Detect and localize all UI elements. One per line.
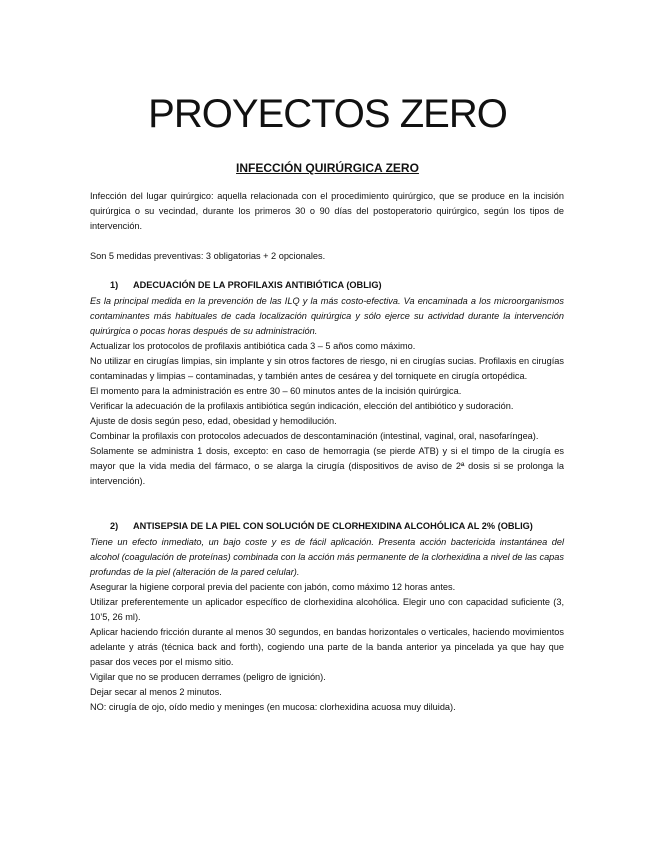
section-1-item: Actualizar los protocolos de profilaxis antibiótica cada 3 – 5 años como máximo. bbox=[90, 341, 416, 351]
section-1-title: ADECUACIÓN DE LA PROFILAXIS ANTIBIÓTICA (OBLIG) bbox=[133, 280, 382, 290]
section-1-item: Verificar la adecuación de la profilaxis antibiótica según indicación, elección del antibiótico y sudoración. bbox=[90, 401, 514, 411]
section-2-title: ANTISEPSIA DE LA PIEL CON SOLUCIÓN DE CLORHEXIDINA ALCOHÓLICA AL 2% (OBLIG) bbox=[133, 521, 533, 531]
section-1-heading bbox=[110, 280, 382, 290]
section-2-item: Utilizar preferentemente un aplicador específico de clorhexidina alcohólica. Elegir uno con capacidad suficiente (3, 10’5, 26 ml). bbox=[90, 597, 564, 622]
section-1-item: No utilizar en cirugías limpias, sin implante y sin otros factores de riesgo, ni en cirugías sucias. Profilaxis en cirugías contaminadas y limpias – contaminadas, y también antes de cesárea y del torniquete en cirugía ortopédica. bbox=[90, 356, 564, 381]
section-1-item: Ajuste de dosis según peso, edad, obesidad y hemodilución. bbox=[90, 416, 337, 426]
section-1-number: 1) bbox=[110, 280, 119, 290]
section-2-body bbox=[90, 535, 564, 715]
section-1-item: Solamente se administra 1 dosis, excepto: en caso de hemorragia (se pierde ATB) y si el timpo de la cirugía es mayor que la vida media del fármaco, o se alarga la cirugía (dispositivos de aviso de 2ª dosis si se prolonga la intervención). bbox=[90, 446, 564, 486]
section-2-summary: Tiene un efecto inmediato, un bajo coste y es de fácil aplicación. Presenta acción bactericida instantánea del alcohol (coagulación de proteínas) combinada con la acción más permanente de la clorhexidina a nivel de las capas profundas de la piel (alteración de la pared celular). bbox=[90, 537, 564, 577]
document-subtitle: INFECCIÓN QUIRÚRGICA ZERO bbox=[236, 161, 419, 175]
section-2-item: NO: cirugía de ojo, oído medio y meninges (en mucosa: clorhexidina acuosa muy diluida). bbox=[90, 702, 456, 712]
section-1-body bbox=[90, 294, 564, 489]
section-1-summary: Es la principal medida en la prevención de las ILQ y la más costo-efectiva. Va encaminada a los microorganismos contaminantes más habituales de cada localización quirúrgica y sólo ejerce su actividad durante la intervención quirúrgica o pocas horas después de su administración. bbox=[90, 296, 564, 336]
section-2-item: Aplicar haciendo fricción durante al menos 30 segundos, en bandas horizontales o verticales, haciendo movimientos adelante y atrás (técnica back and forth), cogiendo una parte de la banda anterior ya pincelada ya que hay que pasar dos veces por el mismo sitio. bbox=[90, 627, 564, 667]
measures-summary: Son 5 medidas preventivas: 3 obligatorias + 2 opcionales. bbox=[90, 251, 326, 261]
section-2-item: Vigilar que no se producen derrames (peligro de ignición). bbox=[90, 672, 326, 682]
section-2-number: 2) bbox=[110, 521, 119, 531]
section-1-item: El momento para la administración es entre 30 – 60 minutos antes de la incisión quirúrgica. bbox=[90, 386, 462, 396]
section-2-heading bbox=[110, 521, 533, 531]
section-2-item: Dejar secar al menos 2 minutos. bbox=[90, 687, 222, 697]
document-title: PROYECTOS ZERO bbox=[148, 92, 507, 136]
section-2-item: Asegurar la higiene corporal previa del paciente con jabón, como máximo 12 horas antes. bbox=[90, 582, 456, 592]
section-1-item: Combinar la profilaxis con protocolos adecuados de descontaminación (intestinal, vaginal, oral, nasofaríngea). bbox=[90, 431, 539, 441]
intro-paragraph: Infección del lugar quirúrgico: aquella relacionada con el procedimiento quirúrgico, que se produce en la incisión quirúrgica o su vecindad, durante los primeros 30 o 90 días del postoperatorio quirúrgico, según los tipos de intervención. bbox=[90, 191, 564, 231]
